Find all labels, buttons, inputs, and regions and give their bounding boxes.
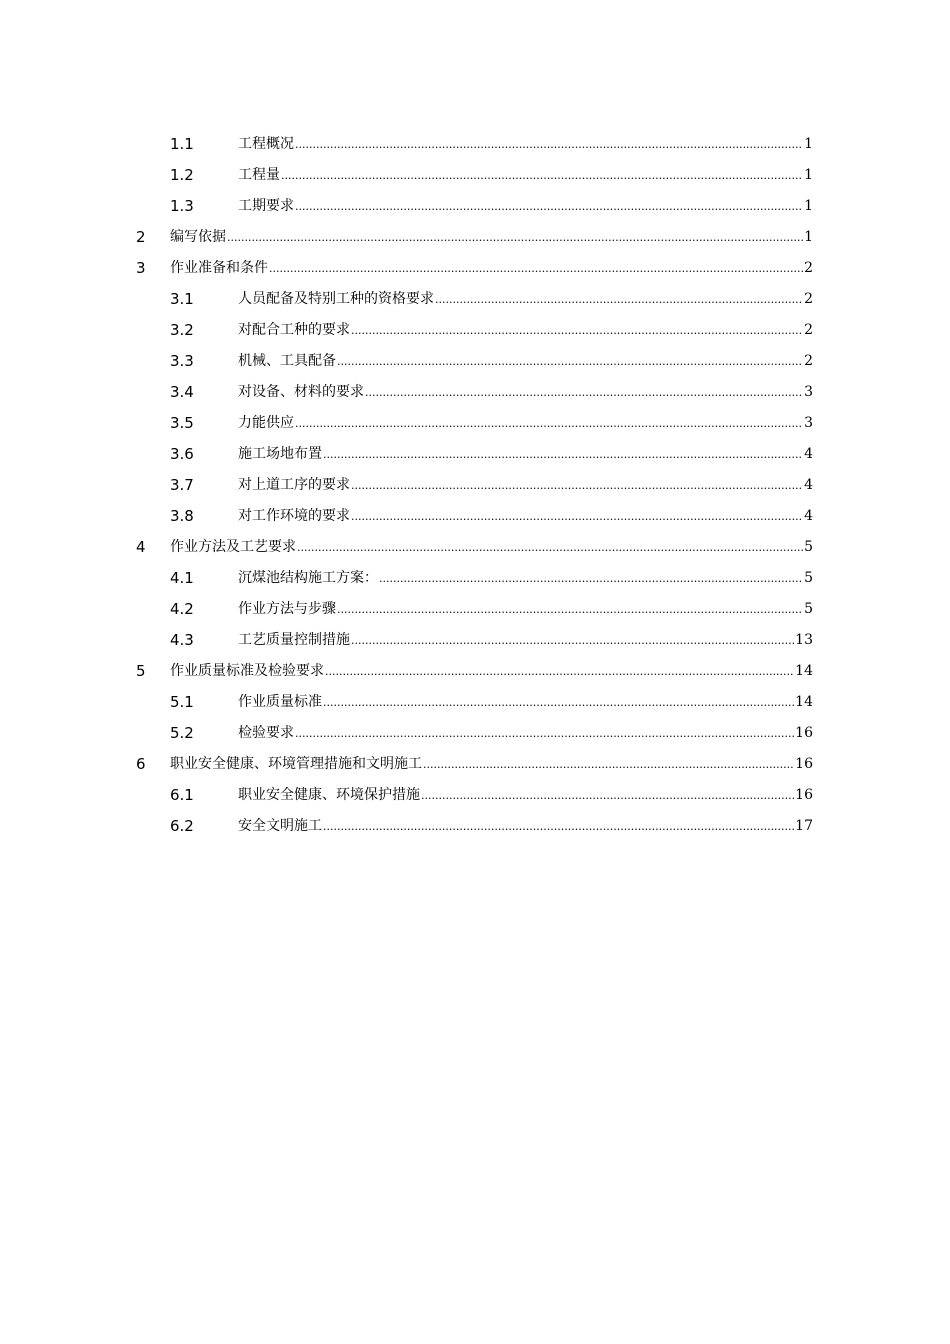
toc-entry-5-1[interactable] [0,687,950,718]
toc-entry-1-2[interactable] [0,160,950,191]
toc-entry-number: 4.2 [170,600,194,618]
toc-entry-title: 工艺质量控制措施 [238,632,350,648]
toc-entry-3-5[interactable] [0,408,950,439]
toc-entry-number: 3.5 [170,414,194,432]
toc-entry-page: 5 [804,601,813,617]
toc-entry-page: 4 [804,477,813,493]
toc-dot-leader [351,470,803,501]
toc-entry-3-2[interactable] [0,315,950,346]
toc-entry-number: 3.6 [170,445,194,463]
toc-entry-number: 1.1 [170,135,194,153]
toc-dot-leader [337,594,803,625]
toc-dot-leader [325,656,794,687]
toc-entry-page: 2 [804,322,813,338]
toc-entry-title: 检验要求 [238,725,294,741]
toc-entry-page: 4 [804,508,813,524]
toc-entry-title: 安全文明施工 [238,818,322,834]
toc-entry-title: 对上道工序的要求 [238,477,350,493]
toc-entry-title: 施工场地布置 [238,446,322,462]
toc-entry-1-3[interactable] [0,191,950,222]
toc-dot-leader [297,532,803,563]
toc-dot-leader [421,780,794,811]
toc-dot-leader [323,687,794,718]
toc-entry-6-1[interactable] [0,780,950,811]
toc-entry-number: 3.4 [170,383,194,401]
toc-entry-6[interactable] [0,749,950,780]
toc-entry-title: 力能供应 [238,415,294,431]
toc-dot-leader [269,253,803,284]
toc-entry-number: 1.3 [170,197,194,215]
toc-entry-3-3[interactable] [0,346,950,377]
toc-entry-title: 对工作环境的要求 [238,508,350,524]
toc-entry-page: 4 [804,446,813,462]
toc-entry-number: 4.3 [170,631,194,649]
toc-entry-title: 对配合工种的要求 [238,322,350,338]
toc-entry-number: 3.8 [170,507,194,525]
toc-entry-page: 3 [804,415,813,431]
toc-entry-title: 人员配备及特别工种的资格要求 [238,291,434,307]
toc-dot-leader [351,625,794,656]
toc-entry-title: 工期要求 [238,198,294,214]
toc-entry-page: 16 [795,787,813,803]
toc-dot-leader [295,408,803,439]
table-of-contents [0,129,950,842]
toc-entry-page: 3 [804,384,813,400]
toc-entry-title: 作业质量标准 [238,694,322,710]
toc-entry-title: 机械、工具配备 [238,353,336,369]
toc-dot-leader [435,284,803,315]
toc-entry-3-1[interactable] [0,284,950,315]
toc-entry-6-2[interactable] [0,811,950,842]
toc-entry-4-2[interactable] [0,594,950,625]
toc-entry-number: 6 [136,755,146,773]
toc-entry-number: 3.1 [170,290,194,308]
toc-dot-leader [295,129,803,160]
toc-entry-page: 1 [804,198,813,214]
toc-entry-3[interactable] [0,253,950,284]
toc-dot-leader [295,191,803,222]
toc-entry-page: 1 [804,229,813,245]
toc-dot-leader [295,718,794,749]
toc-entry-number: 6.1 [170,786,194,804]
toc-entry-title: 作业质量标准及检验要求 [170,663,324,679]
toc-entry-1-1[interactable] [0,129,950,160]
toc-entry-4[interactable] [0,532,950,563]
toc-entry-page: 2 [804,353,813,369]
toc-entry-number: 4 [136,538,146,556]
toc-entry-4-3[interactable] [0,625,950,656]
toc-entry-title: 编写依据 [170,229,226,245]
toc-dot-leader [365,377,803,408]
toc-dot-leader [323,439,803,470]
toc-entry-4-1[interactable] [0,563,950,594]
toc-entry-title: 沉煤池结构施工方案： [238,570,378,586]
toc-entry-5-2[interactable] [0,718,950,749]
toc-entry-page: 17 [795,818,813,834]
toc-entry-number: 3 [136,259,146,277]
toc-entry-page: 14 [795,663,813,679]
toc-entry-page: 2 [804,291,813,307]
toc-entry-title: 作业方法与步骤 [238,601,336,617]
toc-entry-3-6[interactable] [0,439,950,470]
toc-entry-3-8[interactable] [0,501,950,532]
toc-entry-page: 1 [804,136,813,152]
toc-entry-title: 工程量 [238,167,280,183]
toc-entry-3-4[interactable] [0,377,950,408]
toc-entry-number: 3.2 [170,321,194,339]
toc-entry-number: 5 [136,662,146,680]
toc-entry-page: 14 [795,694,813,710]
toc-dot-leader [337,346,803,377]
toc-entry-5[interactable] [0,656,950,687]
toc-entry-number: 3.3 [170,352,194,370]
toc-entry-page: 5 [804,570,813,586]
toc-entry-title: 工程概况 [238,136,294,152]
toc-entry-number: 2 [136,228,146,246]
toc-dot-leader [379,563,803,594]
toc-entry-3-7[interactable] [0,470,950,501]
toc-entry-number: 4.1 [170,569,194,587]
toc-entry-page: 5 [804,539,813,555]
toc-entry-page: 2 [804,260,813,276]
toc-entry-title: 作业准备和条件 [170,260,268,276]
toc-entry-title: 职业安全健康、环境管理措施和文明施工 [170,756,422,772]
toc-entry-number: 5.1 [170,693,194,711]
toc-dot-leader [351,501,803,532]
toc-entry-number: 3.7 [170,476,194,494]
toc-entry-page: 16 [795,725,813,741]
toc-entry-number: 6.2 [170,817,194,835]
toc-entry-page: 13 [795,632,813,648]
toc-entry-title: 职业安全健康、环境保护措施 [238,787,420,803]
toc-entry-page: 16 [795,756,813,772]
toc-dot-leader [423,749,794,780]
toc-entry-number: 5.2 [170,724,194,742]
toc-entry-number: 1.2 [170,166,194,184]
toc-dot-leader [281,160,803,191]
toc-entry-title: 作业方法及工艺要求 [170,539,296,555]
toc-entry-title: 对设备、材料的要求 [238,384,364,400]
toc-dot-leader [323,811,794,842]
toc-dot-leader [227,222,803,253]
toc-dot-leader [351,315,803,346]
toc-entry-page: 1 [804,167,813,183]
toc-entry-2[interactable] [0,222,950,253]
